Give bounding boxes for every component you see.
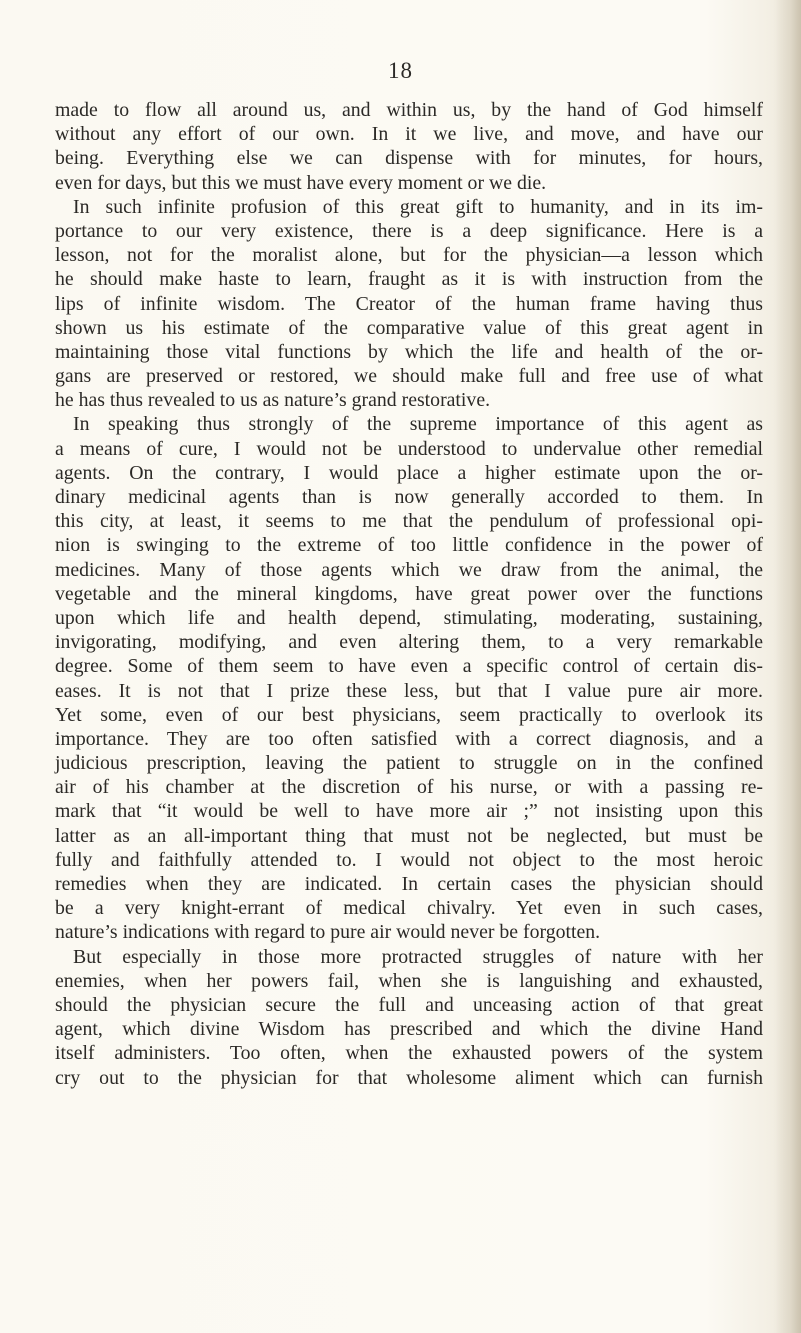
- text-line: he has thus revealed to us as nature’s grand restorative.: [55, 389, 491, 412]
- text-line: medicines. Many of those agents which we draw from the animal, the: [55, 558, 763, 581]
- text-line: shown us his estimate of the comparative value of this great agent in: [55, 316, 763, 339]
- text-line: he should make haste to learn, fraught as it is with instruction from the: [55, 268, 763, 291]
- text-line: judicious prescription, leaving the patient to struggle on in the confined: [55, 752, 763, 775]
- text-line: enemies, when her powers fail, when she is languishing and exhausted,: [55, 969, 763, 992]
- text-line: being. Everything else we can dispense with for minutes, for hours,: [55, 147, 763, 170]
- text-line: without any effort of our own. In it we live, and move, and have our: [55, 123, 763, 146]
- body-text: [55, 98, 763, 1090]
- text-line: cry out to the physician for that wholesome aliment which can furnish: [55, 1066, 763, 1089]
- text-line: remedies when they are indicated. In certain cases the physician should: [55, 873, 763, 895]
- text-line: mark that “it would be well to have more air ;” not insisting upon this: [55, 800, 763, 823]
- text-line: In such infinite profusion of this great gift to humanity, and in its im-: [73, 195, 763, 218]
- text-line: agent, which divine Wisdom has prescribed and which the divine Hand: [55, 1018, 763, 1041]
- text-line: agents. On the contrary, I would place a higher estimate upon the or-: [55, 461, 763, 484]
- text-line: fully and faithfully attended to. I would not object to the most heroic: [55, 848, 763, 871]
- text-line: eases. It is not that I prize these less, but that I value pure air more.: [55, 679, 763, 702]
- page-edge-shadow: [775, 0, 801, 1333]
- text-line: nature’s indications with regard to pure air would never be forgotten.: [55, 921, 601, 944]
- text-line: invigorating, modifying, and even altering them, to a very remarkable: [55, 631, 763, 654]
- text-line: should the physician secure the full and unceasing action of that great: [55, 993, 763, 1016]
- text-line: latter as an all-important thing that must not be neglected, but must be: [55, 824, 763, 847]
- text-line: Yet some, even of our best physicians, seem practically to overlook its: [55, 703, 763, 726]
- text-line: importance. They are too often satisfied with a correct diagnosis, and a: [55, 727, 763, 750]
- text-line: air of his chamber at the discretion of his nurse, or with a passing re-: [55, 776, 763, 799]
- text-line: maintaining those vital functions by which the life and health of the or-: [55, 340, 763, 363]
- text-line: even for days, but this we must have every moment or we die.: [55, 171, 547, 194]
- text-line: But especially in those more protracted struggles of nature with her: [73, 945, 763, 968]
- text-line: itself administers. Too often, when the exhausted powers of the system: [55, 1042, 763, 1065]
- text-line: be a very knight-errant of medical chivalry. Yet even in such cases,: [55, 897, 763, 920]
- text-line: In speaking thus strongly of the supreme importance of this agent as: [73, 413, 763, 436]
- page-number: 18: [388, 58, 413, 83]
- text-line: this city, at least, it seems to me that the pendulum of professional opi-: [55, 510, 763, 533]
- text-line: portance to our very existence, there is a deep significance. Here is a: [55, 219, 763, 242]
- text-line: dinary medicinal agents than is now generally accorded to them. In: [55, 486, 763, 508]
- text-line: lesson, not for the moralist alone, but for the physician—a lesson which: [55, 244, 763, 267]
- text-line: upon which life and health depend, stimulating, moderating, sustaining,: [55, 606, 763, 629]
- text-line: degree. Some of them seem to have even a specific control of certain dis-: [55, 655, 763, 678]
- text-line: a means of cure, I would not be understood to undervalue other remedial: [55, 437, 763, 460]
- text-line: made to flow all around us, and within us, by the hand of God himself: [55, 99, 763, 121]
- text-line: vegetable and the mineral kingdoms, have great power over the functions: [55, 582, 763, 605]
- text-line: nion is swinging to the extreme of too little confidence in the power of: [55, 534, 763, 557]
- text-line: gans are preserved or restored, we should make full and free use of what: [55, 365, 763, 388]
- text-line: lips of infinite wisdom. The Creator of the human frame having thus: [55, 292, 763, 315]
